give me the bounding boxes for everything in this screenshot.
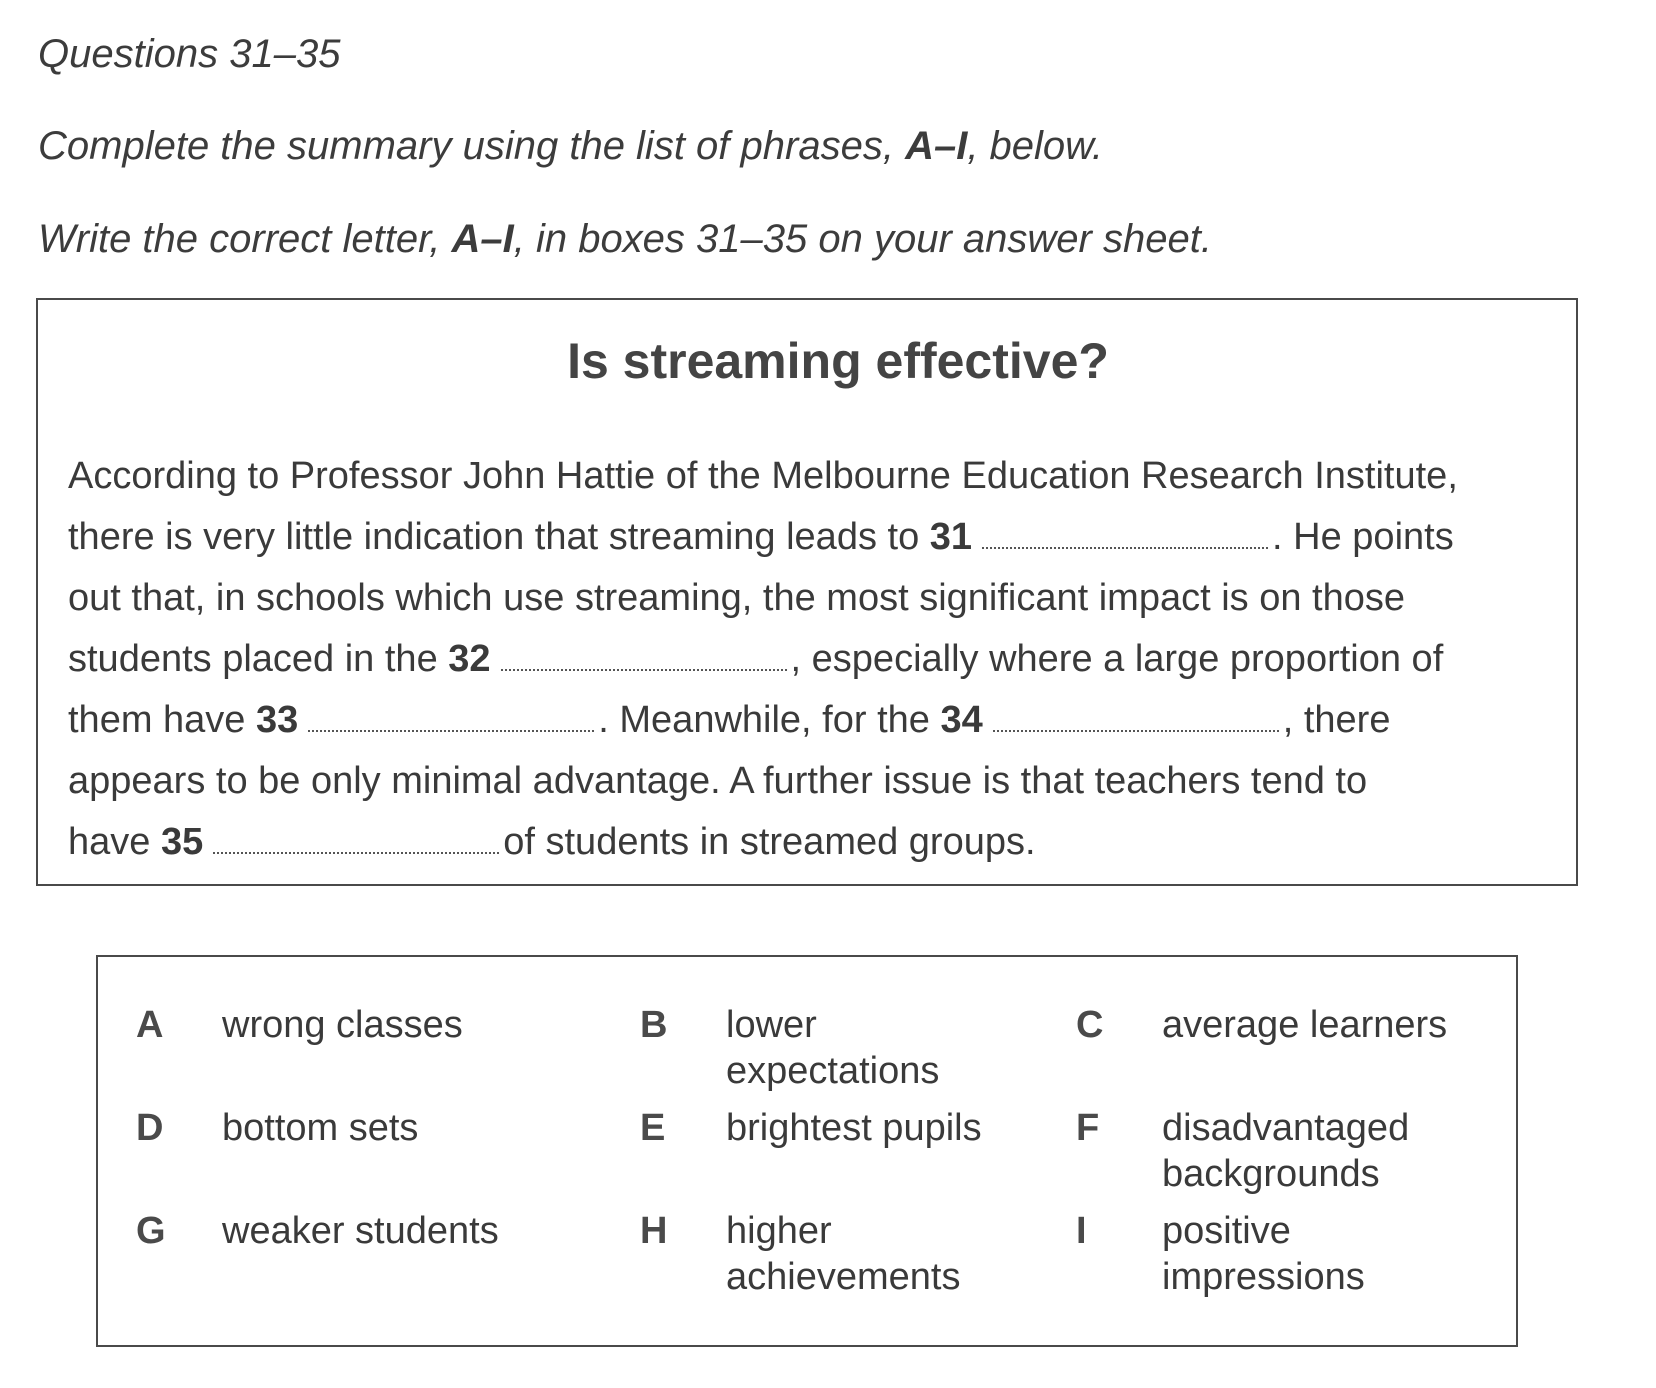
option-phrase: disadvantaged backgrounds [1162, 1107, 1410, 1195]
summary-line [68, 690, 1548, 751]
option-letter: A [136, 1004, 164, 1046]
instruction-complete-summary [38, 124, 1103, 169]
instruction-text: Complete the summary using the list of phrases, [38, 124, 906, 168]
summary-fragment: there is very little indication that streaming leads to [68, 516, 930, 558]
answer-gap-31[interactable] [982, 525, 1268, 549]
answer-gap-34[interactable] [993, 708, 1279, 732]
letter-range: A–I [451, 217, 514, 261]
gap-number-32: 32 [448, 638, 491, 680]
option-phrase: brightest pupils [726, 1107, 982, 1149]
option-phrase: higher achievements [726, 1210, 961, 1298]
summary-fragment: . Meanwhile, for the [598, 699, 941, 741]
option-phrase: bottom sets [222, 1107, 419, 1149]
option-phrase: average learners [1162, 1004, 1448, 1046]
summary-line [68, 629, 1548, 690]
summary-text [68, 446, 1548, 873]
instruction-text: Write the correct letter, [38, 217, 452, 261]
summary-fragment: of students in streamed groups. [503, 821, 1036, 863]
option-phrase: lower expectations [726, 1004, 940, 1092]
summary-fragment: , there [1282, 699, 1391, 741]
option-letter: B [640, 1004, 668, 1046]
gap-number-34: 34 [940, 699, 983, 741]
option-letter: D [136, 1107, 164, 1149]
option-phrase: positive impressions [1162, 1210, 1365, 1298]
option-letter: E [640, 1107, 666, 1149]
option-letter: F [1076, 1107, 1100, 1149]
gap-number-35: 35 [160, 821, 204, 863]
answer-gap-32[interactable] [501, 647, 787, 671]
summary-fragment: them have [68, 699, 256, 741]
summary-fragment: , especially where a large proportion of [790, 638, 1444, 680]
summary-fragment: students placed in the [68, 638, 449, 680]
summary-line [68, 507, 1548, 568]
instruction-text: , below. [967, 124, 1103, 168]
option-phrase: wrong classes [222, 1004, 463, 1046]
answer-gap-35[interactable] [213, 830, 499, 854]
option-letter: G [136, 1210, 166, 1252]
option-phrase: weaker students [222, 1210, 499, 1252]
summary-fragment: have [68, 821, 161, 863]
summary-fragment: . He points [1272, 516, 1454, 558]
option-letter: C [1076, 1004, 1104, 1046]
option-letter: H [640, 1210, 668, 1252]
option-letter: I [1076, 1210, 1087, 1252]
summary-title: Is streaming effective? [567, 333, 1109, 389]
letter-range: A–I [905, 124, 968, 168]
questions-heading: Questions 31–35 [38, 32, 341, 76]
instruction-text: , in boxes 31–35 on your answer sheet. [513, 217, 1212, 261]
answer-gap-33[interactable] [308, 708, 594, 732]
summary-line: appears to be only minimal advantage. A further issue is that teachers tend to [68, 760, 1368, 802]
summary-line: out that, in schools which use streaming, the most significant impact is on those [68, 577, 1405, 619]
summary-line: According to Professor John Hattie of the Melbourne Education Research Institute, [68, 455, 1458, 497]
gap-number-33: 33 [256, 699, 299, 741]
gap-number-31: 31 [929, 516, 973, 558]
summary-line [68, 812, 1548, 873]
instruction-write-letter [38, 217, 1212, 262]
